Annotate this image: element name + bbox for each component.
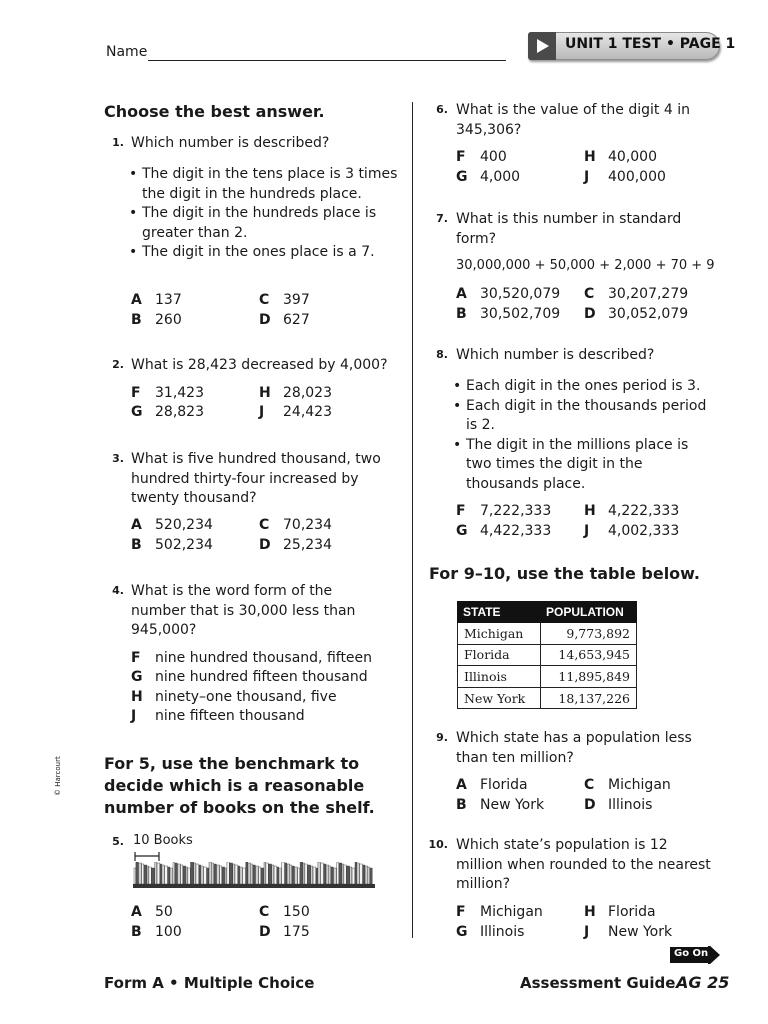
answer-option[interactable]: A 50 (131, 904, 173, 920)
question-text: What is the value of the digit 4 in 345,306? (456, 102, 690, 138)
answer-option[interactable]: H Florida (584, 904, 656, 920)
answer-option[interactable]: A 30,520,079 (456, 286, 561, 302)
question-number: 10. (428, 838, 448, 851)
expanded-form-expression: 30,000,000 + 50,000 + 2,000 + 70 + 9 (456, 258, 715, 273)
answer-option[interactable]: C 70,234 (259, 517, 332, 533)
table-cell: 9,773,892 (541, 623, 637, 645)
answer-option[interactable]: H 4,222,333 (584, 503, 680, 519)
question-number: 9. (436, 731, 448, 744)
question-number: 3. (112, 452, 124, 465)
question-number: 1. (112, 136, 124, 149)
answer-option[interactable]: J 400,000 (584, 169, 666, 185)
answer-option[interactable]: D 30,052,079 (584, 306, 689, 322)
table-cell: 11,895,849 (541, 666, 637, 688)
answer-option[interactable]: F Michigan (456, 904, 543, 920)
answer-option[interactable]: F 400 (456, 149, 507, 165)
page-number: AG 25 (676, 973, 730, 992)
answer-option[interactable]: C 30,207,279 (584, 286, 689, 302)
play-arrow-icon (528, 32, 556, 60)
table-row (458, 623, 637, 645)
clue-item: • The digit in the millions place is two times the digit in the thousands place. (453, 436, 703, 495)
answer-option[interactable]: A 520,234 (131, 517, 213, 533)
form-label: Form A • Multiple Choice (104, 974, 315, 992)
answer-option[interactable]: B 30,502,709 (456, 306, 561, 322)
answer-option[interactable]: F 7,222,333 (456, 503, 552, 519)
unit-label: UNIT 1 TEST • PAGE 1 (565, 36, 736, 52)
answer-option[interactable]: C 150 (259, 904, 310, 920)
answer-option[interactable]: J 24,423 (259, 404, 332, 420)
answer-option[interactable]: B 100 (131, 924, 182, 940)
table-cell: New York (458, 687, 541, 709)
answer-option[interactable]: A 137 (131, 292, 182, 308)
question-number: 8. (436, 348, 448, 361)
answer-option[interactable]: J New York (584, 924, 673, 940)
go-on-label: Go On (674, 948, 709, 959)
answer-option[interactable]: C Michigan (584, 777, 671, 793)
question-text: What is this number in standard form? (456, 211, 682, 247)
answer-option[interactable]: B New York (456, 797, 545, 813)
table-cell: Florida (458, 644, 541, 666)
copyright-text: © Harcourt (54, 756, 62, 796)
name-label: Name (106, 44, 148, 60)
question-number: 6. (436, 103, 448, 116)
question-text: Which state has a population less than ten million? (456, 730, 692, 766)
answer-option[interactable]: F 31,423 (131, 385, 204, 401)
question-number: 2. (112, 358, 124, 371)
answer-option[interactable]: G Illinois (456, 924, 525, 940)
answer-option[interactable]: H 28,023 (259, 385, 332, 401)
table-header-cell: STATE (458, 602, 541, 623)
answer-option[interactable]: G nine hundred fifteen thousand (131, 669, 368, 685)
column-divider (412, 102, 413, 938)
answer-option[interactable]: J 4,002,333 (584, 523, 680, 539)
clue-item: • Each digit in the thousands period is 2. (453, 397, 721, 436)
answer-option[interactable]: D 175 (259, 924, 310, 940)
table-cell: 14,653,945 (541, 644, 637, 666)
question-number: 5. (112, 835, 124, 848)
answer-option[interactable]: F nine hundred thousand, fifteen (131, 650, 373, 666)
table-cell: 18,137,226 (541, 687, 637, 709)
clue-item: • Each digit in the ones period is 3. (453, 377, 721, 397)
table-cell: Illinois (458, 666, 541, 688)
answer-option[interactable]: B 502,234 (131, 537, 213, 553)
answer-option[interactable]: G 4,422,333 (456, 523, 552, 539)
question-text: What is five hundred thousand, two hundred thirty-four increased by twenty thousand? (131, 451, 381, 506)
answer-option[interactable]: D Illinois (584, 797, 653, 813)
question-text: Which number is described? (131, 135, 330, 151)
population-table (457, 601, 637, 709)
question-number: 4. (112, 584, 124, 597)
benchmark-bracket (133, 850, 163, 862)
answer-option[interactable]: G 28,823 (131, 404, 204, 420)
clue-list (129, 165, 401, 263)
answer-option[interactable]: G 4,000 (456, 169, 521, 185)
clue-item: • The digit in the ones place is a 7. (129, 243, 401, 263)
table-header-row (458, 602, 637, 623)
table-cell: Michigan (458, 623, 541, 645)
clue-item: • The digit in the tens place is 3 times the digit in the hundreds place. (129, 165, 401, 204)
benchmark-label: 10 Books (133, 833, 193, 848)
table-row (458, 644, 637, 666)
answer-option[interactable]: D 627 (259, 312, 310, 328)
answer-option[interactable]: J nine fifteen thousand (131, 708, 305, 724)
question-text: Which state’s population is 12 million when rounded to the nearest million? (456, 837, 711, 892)
clue-list (453, 377, 721, 494)
question-number: 7. (436, 212, 448, 225)
table-row (458, 687, 637, 709)
answer-option[interactable]: B 260 (131, 312, 182, 328)
table-row (458, 666, 637, 688)
name-line (148, 60, 506, 61)
question-text: What is the word form of the number that is 30,000 less than 945,000? (131, 583, 356, 638)
answer-option[interactable]: H ninety–one thousand, five (131, 689, 337, 705)
section-heading: For 9–10, use the table below. (429, 564, 700, 583)
section-heading: Choose the best answer. (104, 102, 325, 121)
answer-option[interactable]: C 397 (259, 292, 310, 308)
table-header-cell: POPULATION (541, 602, 637, 623)
guide-label: Assessment Guide (520, 974, 676, 992)
section-heading: For 5, use the benchmark to decide which is a reasonable number of books on the shelf. (104, 754, 375, 817)
question-text: Which number is described? (456, 347, 655, 363)
shelf-base (133, 884, 375, 888)
clue-item: • The digit in the hundreds place is greater than 2. (129, 204, 401, 243)
answer-option[interactable]: A Florida (456, 777, 528, 793)
answer-option[interactable]: D 25,234 (259, 537, 332, 553)
answer-option[interactable]: H 40,000 (584, 149, 657, 165)
question-text: What is 28,423 decreased by 4,000? (131, 357, 388, 373)
